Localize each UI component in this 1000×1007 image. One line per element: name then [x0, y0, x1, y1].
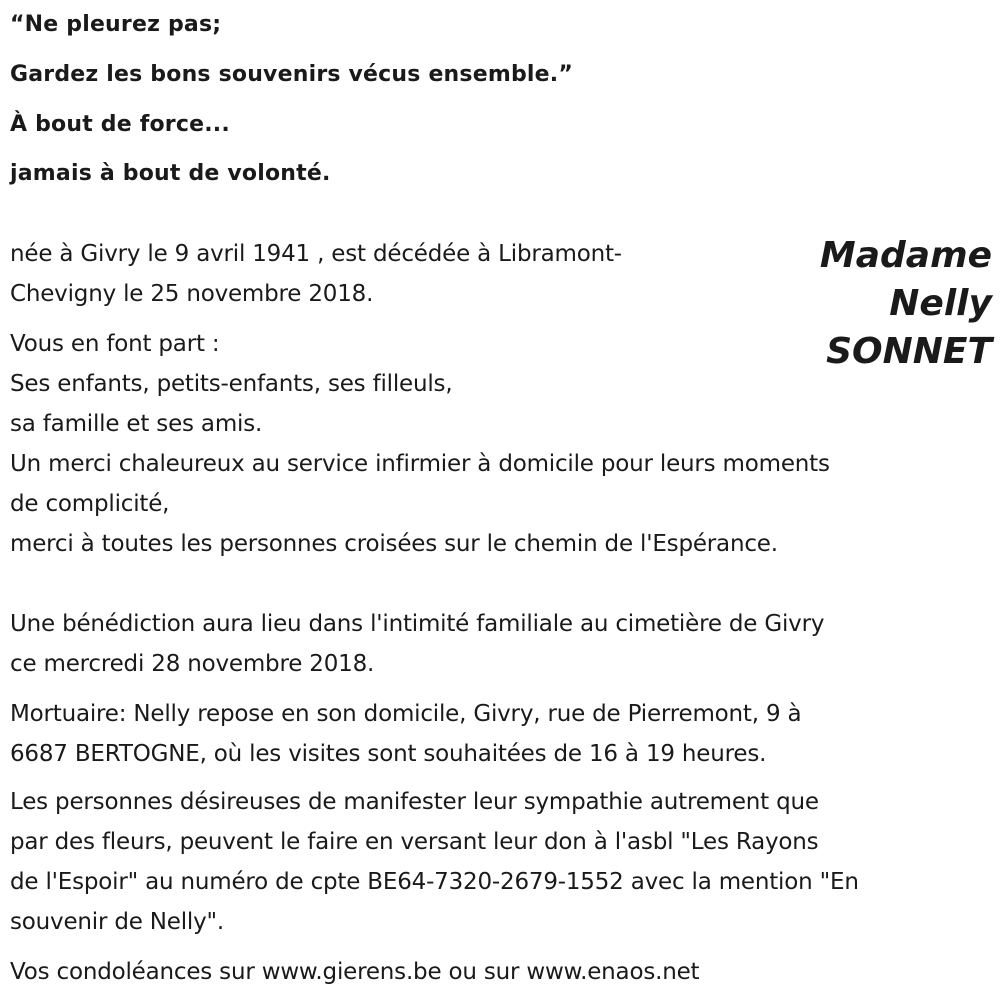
text-line: Un merci chaleureux au service infirmier à domicile pour leurs moments [10, 451, 830, 477]
mortuary-paragraph [10, 694, 801, 774]
text-line: sa famille et ses amis. [10, 411, 263, 437]
text-line: Vos condoléances sur www.gierens.be ou sur www.enaos.net [10, 959, 700, 985]
text-line: née à Givry le 9 avril 1941 , est décédée à Libramont- [10, 241, 622, 267]
deceased-last-name: SONNET [826, 331, 992, 372]
donation-paragraph [10, 782, 859, 942]
text-line: Chevigny le 25 novembre 2018. [10, 281, 374, 307]
announcement-paragraph [10, 324, 830, 564]
text-line: 6687 BERTOGNE, où les visites sont souhaitées de 16 à 19 heures. [10, 741, 767, 767]
text-line: par des fleurs, peuvent le faire en versant leur don à l'asbl "Les Rayons [10, 829, 819, 855]
text-line: Vous en font part : [10, 331, 220, 357]
condolences-paragraph [10, 952, 699, 992]
quote-line: Gardez les bons souvenirs vécus ensemble.” [10, 62, 573, 87]
text-line: de l'Espoir" au numéro de cpte BE64-7320-2679-1552 avec la mention "En [10, 869, 859, 895]
text-line: Les personnes désireuses de manifester leur sympathie autrement que [10, 789, 819, 815]
quote-line: À bout de force... [10, 112, 230, 137]
blessing-paragraph [10, 604, 824, 684]
text-line: Mortuaire: Nelly repose en son domicile, Givry, rue de Pierremont, 9 à [10, 701, 802, 727]
deceased-title: Madame [819, 235, 992, 276]
birth-death-paragraph [10, 234, 622, 314]
deceased-first-name: Nelly [889, 283, 992, 324]
text-line: souvenir de Nelly". [10, 909, 225, 935]
quote-line: “Ne pleurez pas; [10, 12, 222, 37]
text-line: de complicité, [10, 491, 170, 517]
text-line: ce mercredi 28 novembre 2018. [10, 651, 375, 677]
text-line: Ses enfants, petits-enfants, ses filleuls, [10, 371, 453, 397]
quote-line: jamais à bout de volonté. [10, 161, 331, 186]
text-line: Une bénédiction aura lieu dans l'intimité familiale au cimetière de Givry [10, 611, 825, 637]
text-line: merci à toutes les personnes croisées sur le chemin de l'Espérance. [10, 531, 778, 557]
